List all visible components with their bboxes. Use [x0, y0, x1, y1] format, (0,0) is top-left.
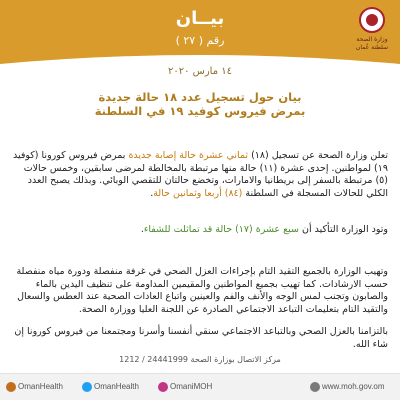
- p1-highlight-total: (٨٤) أربعا وثمانين حالة: [153, 187, 243, 199]
- paragraph-new-cases: [12, 150, 388, 200]
- footer-facebook[interactable]: [6, 382, 63, 392]
- facebook-icon: [6, 382, 16, 392]
- globe-icon: [310, 382, 320, 392]
- statement-title: بيــان: [175, 8, 225, 29]
- paragraph-closing: بالتزامنا بالعزل الصحي وبالتباعد الاجتماعي سنقي أنفسنا وأسرنا ومجتمعنا من فيروس كورونا إن شاء الله.: [14, 326, 388, 350]
- ministry-logo: [350, 4, 394, 60]
- instagram-handle: OmaniMOH: [170, 382, 213, 392]
- facebook-handle: OmanHealth: [18, 382, 63, 392]
- statement-number: رقم ( ٢٧ ): [175, 34, 225, 47]
- emblem-icon: [359, 7, 385, 33]
- contact-center: مركز الاتصال بوزارة الصحة 24441999 / 1212: [119, 355, 281, 364]
- p1-text-1: تعلن وزارة الصحة عن تسجيل (١٨): [248, 150, 388, 161]
- headline: [40, 90, 360, 118]
- footer-social-bar: [0, 373, 400, 400]
- instagram-icon: [158, 382, 168, 392]
- p1-text-2: بمرض فيروس كورونا (كوفيد ١٩) لمواطنين. إحدى عشرة (١١) حالة منها مرتبطة بالمخالطة لمرضى سابقين، وخمس حالات (٥) مرتبطة بالسفر إلى بريطانيا والامارات، وتخضع حالتان للتقصي الوبائي. وبذلك يصبح العدد الكلي للحالات المسجلة في السلطنة: [12, 150, 388, 199]
- footer-instagram[interactable]: [158, 382, 212, 392]
- logo-text: [350, 36, 394, 52]
- p1-text-3: .: [150, 187, 154, 199]
- p2-highlight-recovered: سبع عشرة (١٧) حالة قد تماثلت للشفاء: [143, 224, 300, 235]
- logo-line-2: سلطنة عُمان: [355, 44, 389, 51]
- twitter-handle: OmanHealth: [94, 382, 139, 392]
- p2-text-2: .: [140, 224, 144, 235]
- website-url: www.moh.gov.om: [322, 382, 385, 392]
- headline-line-2: بمرض فيروس كوفيد ١٩ في السلطنة: [94, 104, 306, 118]
- p2-text-1: وتود الوزارة التأكيد أن: [299, 224, 388, 235]
- footer-twitter[interactable]: [82, 382, 139, 392]
- paragraph-recoveries: [12, 224, 388, 237]
- twitter-icon: [82, 382, 92, 392]
- paragraph-guidance: وتهيب الوزارة بالجميع التقيد التام بإجراءات العزل الصحي في غرفة منفصلة ودورة مياه منفصلة حسب الارشادات. كما تهيب بجميع المواطنين والمقيمين المداومة على تنظيف اليدين بالماء والصابون وتجنب لمس الوجه والأنف والفم والعينين واتباع العادات الصحية عند العطس والسعال والتقيد التام بتعليمات التباعد الاجتماعي الصادرة عن اللجنة العليا ووزارة الصحة.: [16, 266, 388, 315]
- p1-highlight-new-cases: ثماني عشرة حالة إصابة جديدة: [128, 150, 249, 161]
- logo-line-1: وزارة الصحة: [356, 36, 388, 43]
- footer-website[interactable]: [310, 382, 385, 392]
- headline-line-1: بيان حول تسجيل عدد ١٨ حالة جديدة: [98, 90, 302, 104]
- statement-date: ١٤ مارس ٢٠٢٠: [167, 66, 233, 77]
